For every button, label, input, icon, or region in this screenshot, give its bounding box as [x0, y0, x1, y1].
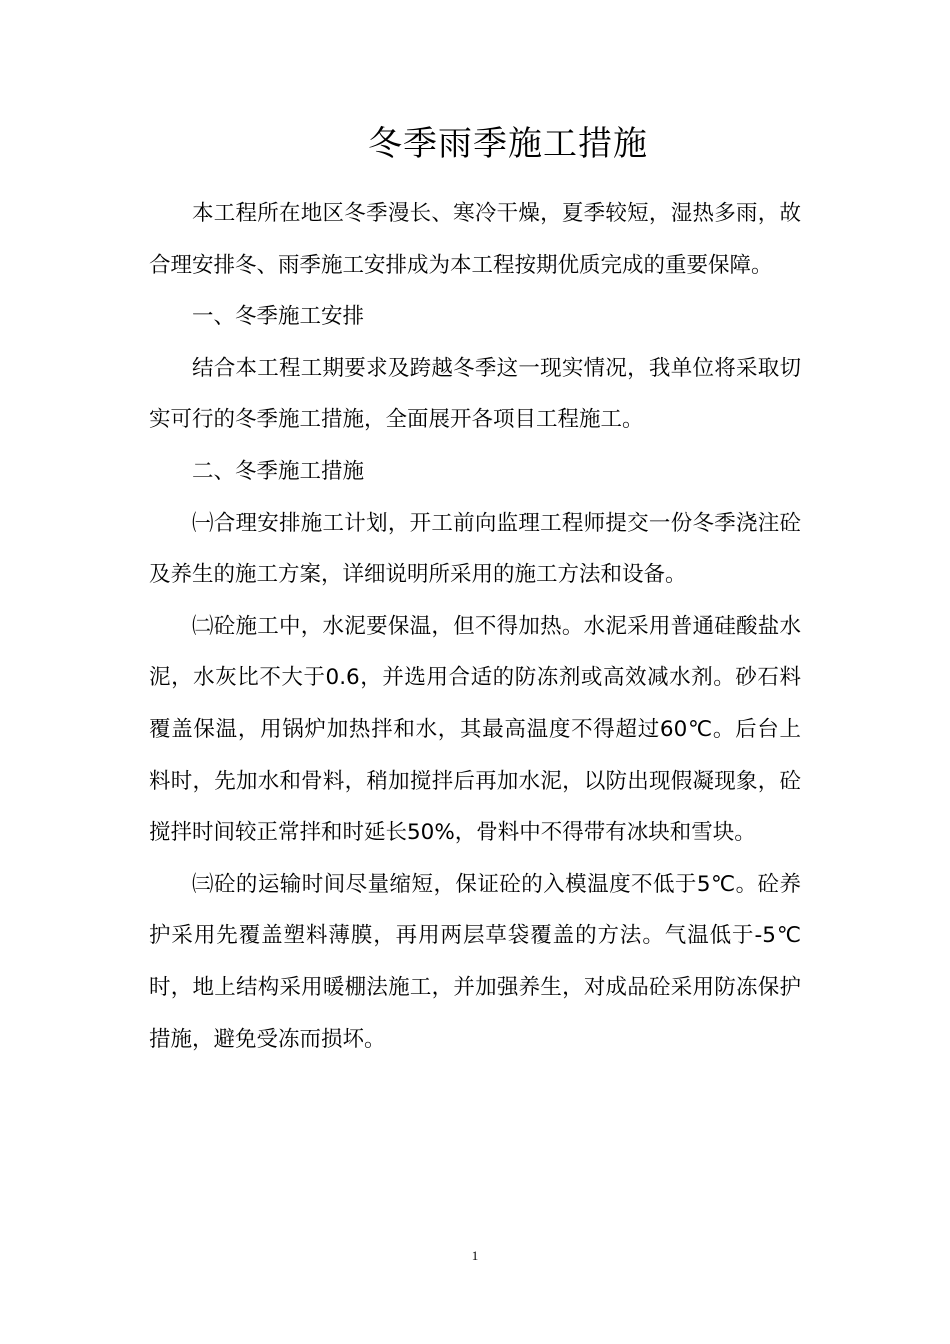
winter-arrangement-paragraph: 结合本工程工期要求及跨越冬季这一现实情况，我单位将采取切实可行的冬季施工措施，全面展开各项目工程施工。: [149, 355, 801, 433]
section-heading-winter-measures: 二、冬季施工措施: [192, 458, 365, 484]
intro-paragraph: 本工程所在地区冬季漫长、寒冷干燥，夏季较短，湿热多雨，故合理安排冬、雨季施工安排成为本工程按期优质完成的重要保障。: [149, 201, 801, 278]
measure-paragraph-2: ㈡砼施工中，水泥要保温，但不得加热。水泥采用普通硅酸盐水泥，水灰比不大于0.6，并选用合适的防冻剂或高效减水剂。砂石料覆盖保温，用锅炉加热拌和水，其最高温度不得超过60℃。后台上料时，先加水和骨料，稍加搅拌后再加水泥，以防出现假凝现象，砼搅拌时间较正常拌和时延长50%，骨料中不得带有冰块和雪块。: [149, 613, 801, 846]
measure-paragraph-1: ㈠合理安排施工计划，开工前向监理工程师提交一份冬季浇注砼及养生的施工方案，详细说明所采用的施工方法和设备。: [149, 510, 801, 588]
document-title: 冬季雨季施工措施: [368, 124, 648, 164]
section-heading-winter-arrangement: 一、冬季施工安排: [192, 304, 365, 330]
page-number: 1: [471, 1248, 479, 1263]
measure-paragraph-3: ㈢砼的运输时间尽量缩短，保证砼的入模温度不低于5℃。砼养护采用先覆盖塑料薄膜，再用两层草袋覆盖的方法。气温低于-5℃时，地上结构采用暖棚法施工，并加强养生，对成品砼采用防冻保护措施，避免受冻而损坏。: [149, 871, 801, 1052]
document-body: [149, 188, 801, 1065]
